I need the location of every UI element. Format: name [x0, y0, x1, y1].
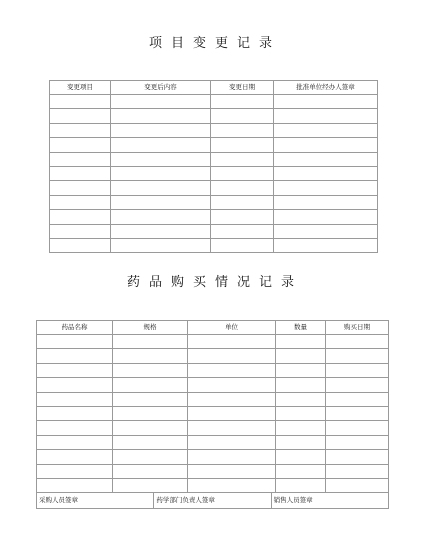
- purchase-record-cell[interactable]: [113, 450, 188, 464]
- change-record-cell[interactable]: [50, 123, 111, 137]
- purchase-record-row: [37, 392, 389, 406]
- change-record-row: [50, 181, 378, 195]
- header-unit: 单位: [188, 321, 276, 335]
- change-record-cell[interactable]: [50, 238, 111, 252]
- change-record-cell[interactable]: [274, 166, 378, 180]
- change-record-cell[interactable]: [111, 152, 211, 166]
- change-record-cell[interactable]: [111, 195, 211, 209]
- purchase-record-cell[interactable]: [326, 363, 389, 377]
- change-record-row: [50, 238, 378, 252]
- purchase-record-cell[interactable]: [326, 450, 389, 464]
- purchase-record-cell[interactable]: [276, 378, 326, 392]
- purchase-record-cell[interactable]: [113, 464, 188, 478]
- change-record-cell[interactable]: [111, 123, 211, 137]
- purchase-record-cell[interactable]: [113, 378, 188, 392]
- header-approver-signature: 批准单位经办人签章: [274, 81, 378, 95]
- change-record-cell[interactable]: [50, 210, 111, 224]
- change-record-cell[interactable]: [50, 224, 111, 238]
- purchase-record-cell[interactable]: [37, 435, 113, 449]
- purchase-record-cell[interactable]: [188, 406, 276, 420]
- purchase-record-cell[interactable]: [188, 335, 276, 349]
- header-changed-content: 变更后内容: [111, 81, 211, 95]
- change-record-row: [50, 166, 378, 180]
- purchase-record-row: [37, 450, 389, 464]
- purchaser-signature-cell[interactable]: [37, 493, 153, 508]
- change-record-row: [50, 210, 378, 224]
- change-record-cell[interactable]: [111, 224, 211, 238]
- change-record-cell[interactable]: [274, 210, 378, 224]
- change-record-cell[interactable]: [50, 109, 111, 123]
- change-record-cell[interactable]: [50, 138, 111, 152]
- purchase-record-cell[interactable]: [37, 478, 113, 492]
- change-record-cell[interactable]: [274, 224, 378, 238]
- header-quantity: 数量: [276, 321, 326, 335]
- purchase-record-row: [37, 335, 389, 349]
- change-record-cell[interactable]: [211, 195, 274, 209]
- change-record-cell[interactable]: [211, 95, 274, 109]
- change-record-cell[interactable]: [211, 152, 274, 166]
- purchase-record-cell[interactable]: [276, 392, 326, 406]
- change-record-cell[interactable]: [274, 195, 378, 209]
- change-record-cell[interactable]: [274, 152, 378, 166]
- change-record-cell[interactable]: [211, 123, 274, 137]
- purchase-record-row: [37, 421, 389, 435]
- purchase-record-cell[interactable]: [37, 421, 113, 435]
- purchase-record-cell[interactable]: [37, 464, 113, 478]
- change-record-row: [50, 195, 378, 209]
- purchase-record-title: 药品购买情况记录: [126, 275, 303, 290]
- change-record-cell[interactable]: [50, 181, 111, 195]
- change-record-cell[interactable]: [111, 109, 211, 123]
- purchase-record-row: [37, 363, 389, 377]
- purchase-record-cell[interactable]: [188, 349, 276, 363]
- purchase-record-row: [37, 406, 389, 420]
- purchase-record-cell[interactable]: [37, 450, 113, 464]
- purchase-record-cell[interactable]: [113, 478, 188, 492]
- change-record-row: [50, 138, 378, 152]
- purchase-record-cell[interactable]: [188, 363, 276, 377]
- purchase-record-cell[interactable]: [326, 421, 389, 435]
- change-record-cell[interactable]: [274, 95, 378, 109]
- change-record-cell[interactable]: [274, 238, 378, 252]
- change-record-row: [50, 123, 378, 137]
- signature-row-container: [37, 493, 389, 509]
- change-record-cell[interactable]: [50, 166, 111, 180]
- purchase-record-cell[interactable]: [113, 421, 188, 435]
- purchase-record-cell[interactable]: [276, 478, 326, 492]
- purchase-record-cell[interactable]: [276, 435, 326, 449]
- change-record-cell[interactable]: [111, 166, 211, 180]
- change-record-cell[interactable]: [50, 95, 111, 109]
- purchase-record-cell[interactable]: [276, 335, 326, 349]
- change-record-cell[interactable]: [211, 181, 274, 195]
- purchase-record-cell[interactable]: [113, 406, 188, 420]
- purchase-record-table: [36, 320, 389, 509]
- purchase-record-cell[interactable]: [37, 378, 113, 392]
- change-record-cell[interactable]: [111, 238, 211, 252]
- seller-signature-label: 销售人员签章: [273, 496, 313, 505]
- purchase-record-cell[interactable]: [188, 378, 276, 392]
- purchase-record-row: [37, 464, 389, 478]
- change-record-cell[interactable]: [211, 210, 274, 224]
- change-record-cell[interactable]: [50, 195, 111, 209]
- purchase-record-row: [37, 435, 389, 449]
- change-record-cell[interactable]: [211, 138, 274, 152]
- purchase-record-cell[interactable]: [113, 435, 188, 449]
- purchase-record-cell[interactable]: [188, 392, 276, 406]
- change-record-row: [50, 152, 378, 166]
- purchase-record-cell[interactable]: [276, 421, 326, 435]
- purchase-record-cell[interactable]: [113, 335, 188, 349]
- header-specification: 规格: [113, 321, 188, 335]
- purchase-record-cell[interactable]: [113, 363, 188, 377]
- purchase-record-cell[interactable]: [188, 421, 276, 435]
- header-purchase-date: 购买日期: [326, 321, 389, 335]
- change-record-cell[interactable]: [274, 123, 378, 137]
- purchase-record-cell[interactable]: [37, 406, 113, 420]
- purchase-record-cell[interactable]: [326, 435, 389, 449]
- change-record-header-row: [50, 81, 378, 95]
- purchase-record-header-row: [37, 321, 389, 335]
- purchase-record-cell[interactable]: [326, 478, 389, 492]
- change-record-cell[interactable]: [274, 109, 378, 123]
- change-record-cell[interactable]: [211, 224, 274, 238]
- purchase-record-cell[interactable]: [326, 464, 389, 478]
- purchase-record-cell[interactable]: [188, 435, 276, 449]
- purchase-record-cell[interactable]: [37, 392, 113, 406]
- header-change-item: 变更项目: [50, 81, 111, 95]
- change-record-cell[interactable]: [50, 152, 111, 166]
- purchase-record-cell[interactable]: [188, 478, 276, 492]
- change-record-cell[interactable]: [211, 109, 274, 123]
- purchase-record-row: [37, 349, 389, 363]
- purchase-record-cell[interactable]: [326, 378, 389, 392]
- pharmacy-head-signature-cell[interactable]: [153, 493, 270, 508]
- purchase-record-cell[interactable]: [276, 464, 326, 478]
- purchase-record-cell[interactable]: [326, 335, 389, 349]
- purchase-record-cell[interactable]: [37, 349, 113, 363]
- purchase-record-cell[interactable]: [326, 406, 389, 420]
- purchase-record-cell[interactable]: [276, 406, 326, 420]
- purchase-record-row: [37, 378, 389, 392]
- change-record-row: [50, 224, 378, 238]
- change-record-row: [50, 95, 378, 109]
- header-change-date: 变更日期: [211, 81, 274, 95]
- header-drug-name: 药品名称: [37, 321, 113, 335]
- purchaser-signature-label: 采购人员签章: [39, 496, 78, 505]
- purchase-record-cell[interactable]: [37, 335, 113, 349]
- purchase-record-cell[interactable]: [188, 450, 276, 464]
- purchase-record-cell[interactable]: [276, 363, 326, 377]
- change-record-cell[interactable]: [274, 138, 378, 152]
- change-record-cell[interactable]: [111, 95, 211, 109]
- purchase-record-cell[interactable]: [188, 464, 276, 478]
- purchase-record-cell[interactable]: [113, 392, 188, 406]
- change-record-cell[interactable]: [274, 181, 378, 195]
- pharmacy-head-signature-label: 药学部门负责人签章: [156, 496, 215, 505]
- purchase-record-cell[interactable]: [326, 392, 389, 406]
- purchase-record-row: [37, 478, 389, 492]
- change-record-cell[interactable]: [111, 138, 211, 152]
- seller-signature-cell[interactable]: [271, 493, 388, 508]
- signature-row: [37, 493, 389, 509]
- purchase-record-cell[interactable]: [113, 349, 188, 363]
- purchase-record-cell[interactable]: [326, 349, 389, 363]
- purchase-record-cell[interactable]: [276, 349, 326, 363]
- change-record-table: [49, 80, 378, 253]
- change-record-cell[interactable]: [211, 166, 274, 180]
- purchase-record-cell[interactable]: [276, 450, 326, 464]
- change-record-title: 项目变更记录: [148, 36, 281, 51]
- change-record-cell[interactable]: [111, 181, 211, 195]
- change-record-cell[interactable]: [111, 210, 211, 224]
- change-record-row: [50, 109, 378, 123]
- purchase-record-cell[interactable]: [37, 363, 113, 377]
- change-record-cell[interactable]: [211, 238, 274, 252]
